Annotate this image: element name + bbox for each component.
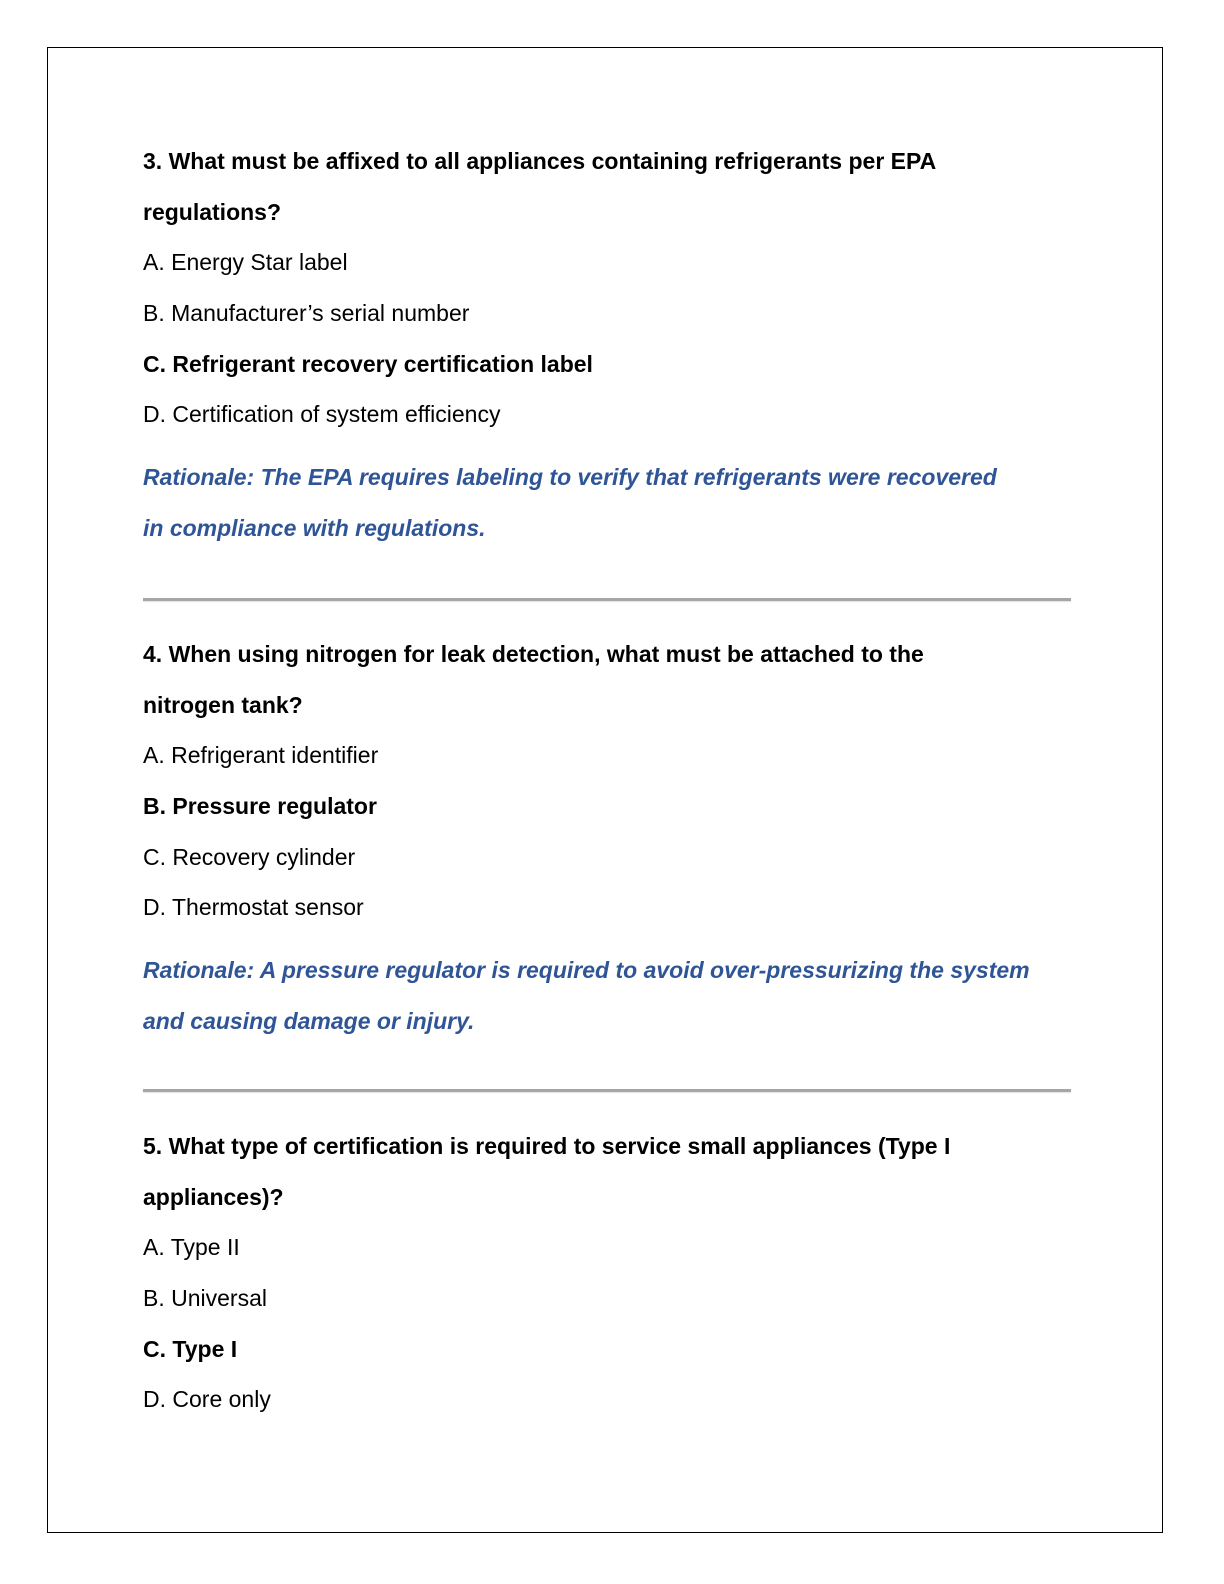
answer-option: A. Type II	[143, 1234, 240, 1260]
section-divider	[143, 1089, 1071, 1092]
correct-answer-option: B. Pressure regulator	[143, 793, 377, 819]
answer-option: D. Certification of system efficiency	[143, 401, 501, 427]
answer-option: A. Refrigerant identifier	[143, 742, 379, 768]
correct-answer-option: C. Type I	[143, 1336, 238, 1362]
answer-option: B. Manufacturer’s serial number	[143, 300, 470, 326]
answer-option: B. Universal	[143, 1285, 267, 1311]
rationale-text: and causing damage or injury.	[143, 1008, 475, 1034]
question-text: 4. When using nitrogen for leak detection, what must be attached to the	[143, 641, 924, 667]
question-text: nitrogen tank?	[143, 692, 303, 718]
rationale-text: Rationale: A pressure regulator is required to avoid over-pressurizing the system	[143, 957, 1030, 983]
answer-option: D. Core only	[143, 1386, 271, 1412]
question-text: 3. What must be affixed to all appliances containing refrigerants per EPA	[143, 148, 937, 174]
correct-answer-option: C. Refrigerant recovery certification label	[143, 351, 593, 377]
answer-option: D. Thermostat sensor	[143, 894, 364, 920]
rationale-text: Rationale: The EPA requires labeling to verify that refrigerants were recovered	[143, 464, 997, 490]
answer-option: C. Recovery cylinder	[143, 844, 356, 870]
question-text: regulations?	[143, 199, 282, 225]
rationale-text: in compliance with regulations.	[143, 515, 486, 541]
answer-option: A. Energy Star label	[143, 249, 348, 275]
question-text: 5. What type of certification is required to service small appliances (Type I	[143, 1133, 951, 1159]
question-text: appliances)?	[143, 1184, 284, 1210]
section-divider	[143, 598, 1071, 601]
